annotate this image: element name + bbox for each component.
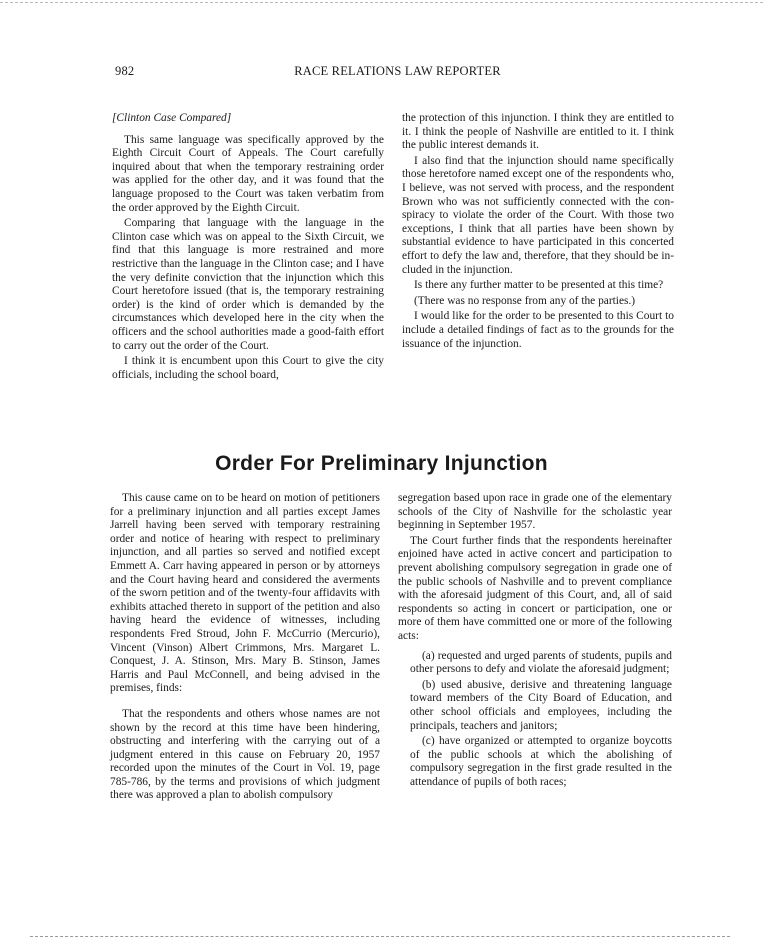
paragraph: The Court further finds that the respondents hereinafter enjoined have acted in active concert and participation to prevent abolishing compulsory segregation in grade one of the public schools of Nashville and to prevent compliance with the aforesaid judgment of this Court, and, all of said respondents so acting in concert or participation, one or more of them have committed one or more of the following acts: (398, 534, 672, 642)
opinion-left-column (112, 112, 384, 382)
paragraph: segregation based upon race in grade one of the elementary schools of the City of Nashville for the scholastic year beginning in September 1957. (398, 492, 672, 532)
paragraph: the protection of this injunction. I think they are entitled to it. I think the people of Nashville are entitled to it. I think the public interest demands it. (402, 112, 674, 152)
paragraph: I think it is encumbent upon this Court to give the city officials, including the school board, (112, 355, 384, 381)
paragraph: (There was no response from any of the parties.) (414, 294, 636, 307)
order-title: Order For Preliminary Injunction (215, 452, 548, 475)
journal-title: RACE RELATIONS LAW REPORTER (294, 64, 501, 78)
scan-edge-top (0, 2, 763, 7)
paragraph: Is there any further matter to be presented at this time? (414, 279, 664, 292)
opinion-right-column (402, 112, 674, 351)
paragraph: Comparing that language with the language in the Clinton case which was on appeal to the Sixth Circuit, we find that this language is more restrained and more restrictive than the language in the Clinton case; and I have the very definite conviction that the injunction which this Court heretofore issued (that is, the temporary restraining order) is the kind of order which is demanded by the circumstances which developed here in the city when the officers and the school authorities made a good-faith effort to carry out the order of the Court. (112, 217, 384, 352)
scan-edge-bottom (30, 936, 730, 938)
list-item: (a) requested and urged parents of students, pupils and other persons to defy and violate the aforesaid judgment; (410, 649, 672, 676)
list-item: (b) used abusive, derisive and threatening language toward members of the City Board of Education, and other school officials and employees, including the principals, teachers and janitors; (410, 678, 672, 732)
paragraph: This same language was specifically approved by the Eighth Circuit Court of Appeals. The Court carefully inquired about that when the temporary restraining order was applied for the other day, and it was found that the language proposed to the Court was taken verbatim from the order approved by the Eighth Circuit. (112, 133, 384, 214)
paragraph: I also find that the injunction should name specifically those heretofore named except one of the respondents who, I believe, was not served with process, and the respondent Brown who was not sufficiently connected with the conspiracy to violate the order of the Court. With those two exceptions, I think that all parties have been shown by substantial evidence to have participated in this concerted effort to defy the law and, therefore, that they should be included in the injunction. (402, 154, 674, 276)
order-right-column (398, 492, 672, 789)
paragraph: This cause came on to be heard on motion of petitioners for a preliminary injunction and all parties except James Jarrell having been served with temporary restraining order and notice of hearing with respect to preliminary injunction, and all parties so served and notified except Emmett A. Carr having appeared in person or by attorneys and the Court having heard and considered the averments of the sworn petition and of the twenty-four affidavits with exhibits attached thereto in support of the petition and also having heard the evidence of witnesses, including respondents Fred Stroud, John F. McCurrio (Mercurio), Vincent (Vinson) Albert Crimmons, Mrs. Margaret L. Conquest, J. A. Stinson, Mrs. Mary B. Stinson, James Harris and Paul McConnell, and being advised in the premises, finds: (110, 492, 380, 695)
order-left-column (110, 492, 380, 803)
page-number: 982 (115, 64, 135, 78)
paragraph: I would like for the order to be presented to this Court to include a detailed findings of fact as to the grounds for the issuance of the injunction. (402, 310, 674, 350)
section-heading: [Clinton Case Compared] (112, 112, 232, 124)
list-item: (c) have organized or attempted to organize boycotts of the public schools at which the abolishing of compulsory segregation in the first grade resulted in the attendance of pupils of both races; (410, 735, 672, 788)
paragraph: That the respondents and others whose names are not shown by the record at this time have been hindering, obstructing and interfering with the carrying out of a judgment entered in this cause on February 20, 1957 recorded upon the minutes of the Court in Vol. 19, page 785-786, by the terms and provisions of which judgment there was approved a plan to abolish compulsory (110, 707, 380, 802)
running-header (115, 64, 680, 82)
